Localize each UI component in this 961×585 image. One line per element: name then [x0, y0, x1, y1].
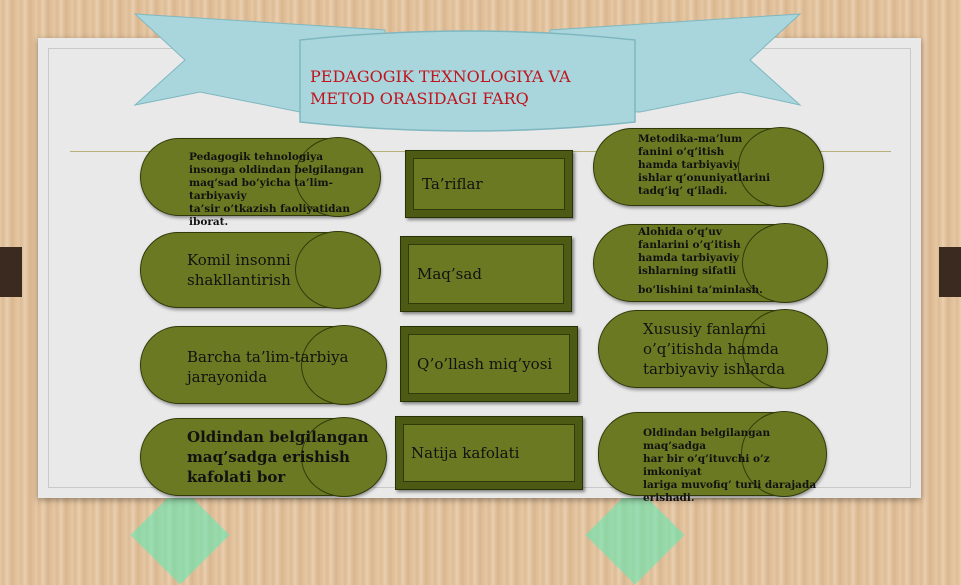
text-line: maq’sadga erishish — [187, 448, 350, 466]
center-box-natija — [395, 416, 583, 490]
center-label: Maq’sad — [417, 265, 482, 283]
text-line: shakllantirish — [187, 271, 291, 289]
right-pill-4 — [598, 412, 826, 504]
text-line: bo’lishini ta’minlash. — [638, 284, 763, 296]
text-line: Oldindan belgilangan maq’sadga — [643, 427, 771, 452]
text-line: har bir o’q’ituvchi o’z imkoniyat — [643, 453, 770, 478]
text-line: tadq’iq’ q’iladi. — [638, 185, 728, 197]
center-label: Q’o’llash miq’yosi — [417, 355, 553, 373]
text-line: maq’sad bo’yicha ta’lim-tarbiyaviy — [189, 177, 333, 202]
text-line: erishadi. — [643, 492, 695, 504]
text-line: hamda tarbiyaviy — [638, 159, 739, 171]
text-line: ishlarning sifatli — [638, 265, 737, 277]
text-line: lariga muvofiq’ turli darajada — [643, 479, 817, 491]
center-box-qollash — [400, 326, 578, 402]
left-bracket — [0, 247, 22, 297]
left-pill-2 — [140, 232, 380, 308]
text-line: fanlarini o’q’itish — [638, 239, 741, 251]
text-line: o’q’itishda hamda — [643, 340, 779, 358]
right-pill-1 — [593, 128, 823, 206]
center-box-maqsad — [400, 236, 572, 312]
text-line: Komil insonni — [187, 251, 291, 269]
text-line: ta’sir o’tkazish faoliyatidan iborat. — [189, 203, 350, 228]
text-line: Alohida o’q’uv — [638, 226, 722, 238]
slide-title — [310, 66, 571, 110]
text-line: Pedagogik tehnologiya — [189, 151, 324, 163]
left-pill-4 — [140, 418, 386, 496]
center-label: Ta’riflar — [422, 175, 483, 193]
left-pill-3 — [140, 326, 386, 404]
text-line: Barcha ta’lim-tarbiya — [187, 348, 349, 366]
title-line-1: PEDAGOGIK TEXNOLOGIYA VA — [310, 67, 571, 86]
text-line: tarbiyaviy ishlarda — [643, 360, 786, 378]
watermark-mark — [131, 486, 230, 585]
right-bracket — [939, 247, 961, 297]
right-pill-3 — [598, 310, 827, 388]
text-line: fanini o’q’itish — [638, 146, 725, 158]
text-line: ishlar q’onuniyatlarini — [638, 172, 771, 184]
right-pill-2 — [593, 224, 827, 302]
text-line: hamda tarbiyaviy — [638, 252, 739, 264]
text-line: jarayonida — [187, 368, 268, 386]
center-box-tariflar — [405, 150, 573, 218]
text-line: Xususiy fanlarni — [643, 320, 766, 338]
left-pill-1 — [140, 138, 380, 228]
text-line: kafolati bor — [187, 468, 286, 486]
center-label: Natija kafolati — [411, 444, 520, 462]
text-line: Oldindan belgilangan — [187, 428, 369, 446]
text-line: insonga oldindan belgilangan — [189, 164, 364, 176]
title-line-2: METOD ORASIDAGI FARQ — [310, 89, 529, 108]
text-line: Metodika-ma’lum — [638, 133, 743, 145]
